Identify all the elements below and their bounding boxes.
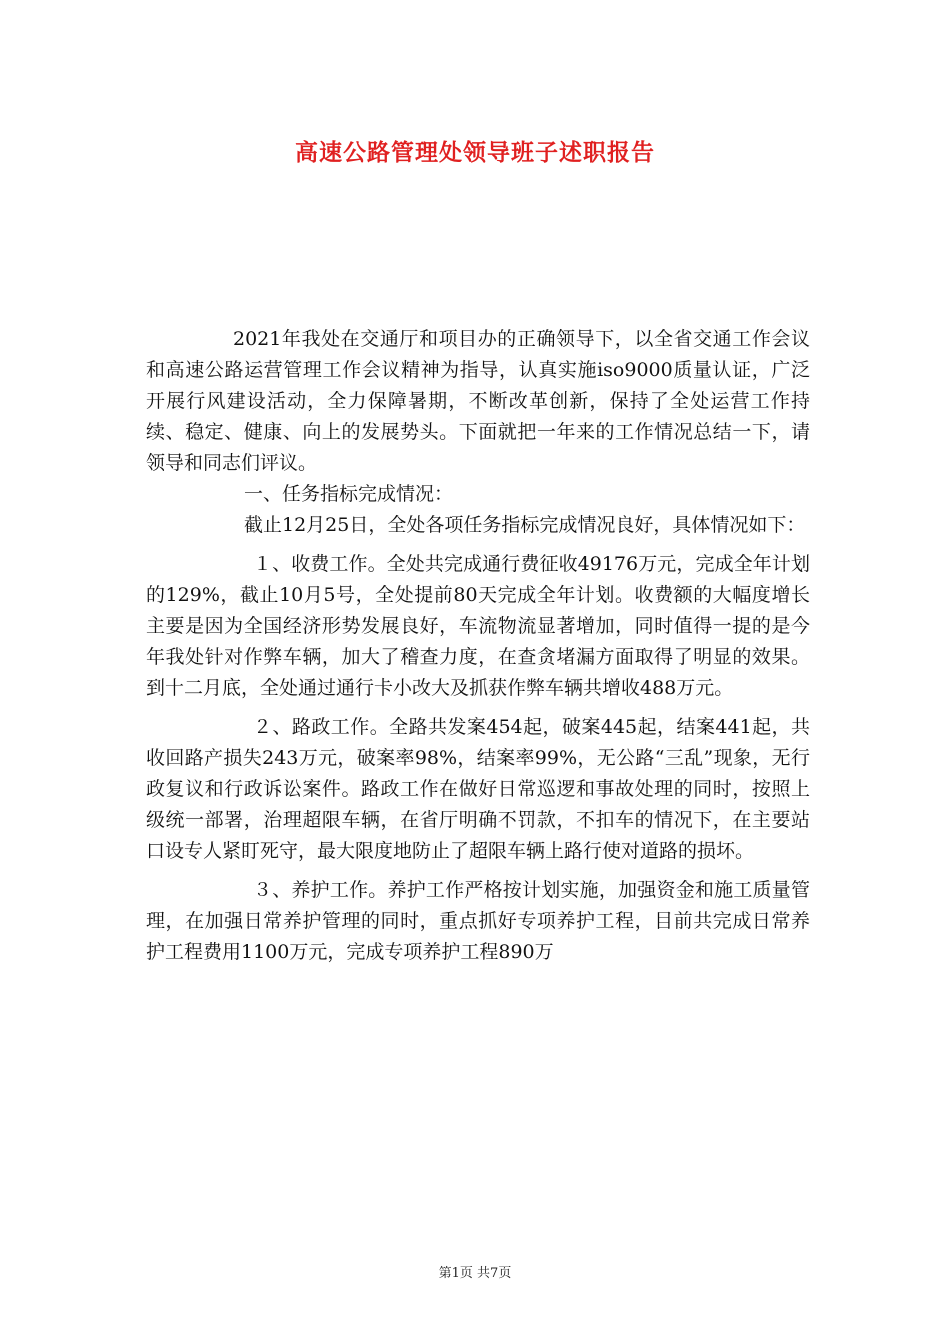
maintenance-paragraph: ３、养护工作。养护工作严格按计划实施，加强资金和施工质量管理，在加强日常养护管理的同时，重点抓好专项养护工程，目前共完成日常养护工程费用1100万元，完成专项养护工程890万 bbox=[146, 879, 810, 963]
summary-paragraph: 截止12月25日，全处各项任务指标完成情况良好，具体情况如下： bbox=[244, 514, 806, 536]
toll-work-paragraph: １、收费工作。全处共完成通行费征收49176万元，完成全年计划的129%，截止10月5号，全处提前80天完成全年计划。收费额的大幅度增长主要是因为全国经济形势发展良好，车流物流显著增加，同时值得一提的是今年我处针对作弊车辆，加大了稽查力度，在查贪堵漏方面取得了明显的效果。到十二月底，全处通过通行卡小改大及抓获作弊车辆共增收488万元。 bbox=[146, 553, 810, 699]
intro-paragraph: 2021年我处在交通厅和项目办的正确领导下，以全省交通工作会议和高速公路运营管理工作会议精神为指导，认真实施iso9000质量认证，广泛开展行风建设活动，全力保障暑期，不断改革创新，保持了全处运营工作持续、稳定、健康、向上的发展势头。下面就把一年来的工作情况总结一下，请领导和同志们评议。 bbox=[146, 328, 810, 474]
document-title: 高速公路管理处领导班子述职报告 bbox=[295, 139, 655, 166]
document-body bbox=[146, 324, 810, 968]
section-heading: 一、任务指标完成情况： bbox=[244, 483, 454, 505]
page-number: 第1页 共7页 bbox=[438, 1266, 512, 1281]
road-admin-paragraph: ２、路政工作。全路共发案454起，破案445起，结案441起，共收回路产损失243万元，破案率98%，结案率99%，无公路“三乱”现象，无行政复议和行政诉讼案件。路政工作在做好日常巡逻和事故处理的同时，按照上级统一部署，治理超限车辆，在省厅明确不罚款，不扣车的情况下，在主要站口设专人紧盯死守，最大限度地防止了超限车辆上路行使对道路的损坏。 bbox=[146, 716, 810, 862]
